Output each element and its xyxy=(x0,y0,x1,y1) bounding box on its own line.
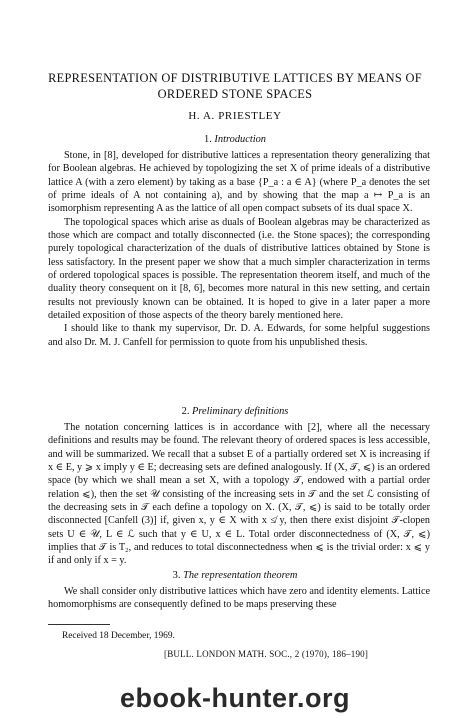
paragraph: The topological spaces which arise as duals of Boolean algebras may be characterized as those which are compact and totally disconnected (i.e. the Stone spaces); the corresponding purely topological characterization of the duals of distributive lattices obtained by Stone is less satisfactory. In the present paper we show that a much simpler characterization in terms of ordered topological spaces is possible. The representation theorem itself, and much of the duality theory consequent on it [8, 6], becomes more natural in this new setting, and certain results not previously known can be obtained. It is hoped to give in a later paper a more detailed exposition of those aspects of the theory barely mentioned here. xyxy=(48,216,430,322)
received-date: Received 18 December, 1969. xyxy=(62,631,175,641)
section-heading-preliminary-definitions xyxy=(40,406,430,417)
paragraph: The notation concerning lattices is in accordance with [2], where all the necessary definitions and results may be found. The relevant theory of ordered spaces is less accessible, and will be summarized. We recall that a subset E of a partially ordered set X is increasing if x ∈ E, y ⩾ x imply y ∈ E; decreasing sets are defined analogously. If (X, 𝒯, ⩽) is an ordered space (by which we shall mean a set X, with a topology 𝒯, endowed with a partial order relation ⩽), then the set 𝒰 consisting of the increasing sets in 𝒯 and the set ℒ consisting of the decreasing sets in 𝒯 each define a topology on X. (X, 𝒯, ⩽) is said to be totally order disconnected [Canfell (3)] if, given x, y ∈ X with x ≰ y, then there exist disjoint 𝒯-clopen sets U ∈ 𝒰, L ∈ ℒ such that y ∈ U, x ∈ L. Total order disconnectedness of (X, 𝒯, ⩽) implies that 𝒯 is T₂, and reduces to total disconnectedness when ⩽ is the trivial order: x ⩽ y if and only if x = y. xyxy=(48,422,430,567)
section-number: 1. xyxy=(204,134,212,145)
section-number: 3. xyxy=(172,570,181,581)
footnote-rule xyxy=(48,624,110,625)
section-body-preliminary-definitions xyxy=(48,421,430,568)
section-title: Preliminary definitions xyxy=(192,406,289,417)
section-heading-representation-theorem xyxy=(40,570,430,581)
section-title: The representation theorem xyxy=(183,570,298,581)
section-body-introduction xyxy=(48,149,430,349)
section-number: 2. xyxy=(181,406,190,417)
paper-title: REPRESENTATION OF DISTRIBUTIVE LATTICES BY MEANS OF ORDERED STONE SPACES xyxy=(48,71,422,101)
paragraph: We shall consider only distributive lattices which have zero and identity elements. Lattice homomorphisms are consequently defined to be maps preserving these xyxy=(48,586,430,611)
paper-author: H. A. PRIESTLEY xyxy=(188,110,282,122)
section-body-representation-theorem xyxy=(48,585,430,612)
section-title: Introduction xyxy=(214,134,266,145)
watermark-text: ebook-hunter.org xyxy=(120,683,350,713)
section-heading-introduction xyxy=(40,134,430,145)
paragraph: I should like to thank my supervisor, Dr. D. A. Edwards, for some helpful suggestions and also Dr. M. J. Canfell for permission to quote from his unpublished thesis. xyxy=(48,323,430,348)
paragraph: Stone, in [8], developed for distributive lattices a representation theory generalizing that for Boolean algebras. He achieved by topologizing the set X of prime ideals of a distributive lattice A (with a zero element) by taking as a base {P_a : a ∈ A} (where P_a denotes the set of prime ideals of A not containing a), and by showing that the map a ↦ P_a is an isomorphism representing A as the lattice of all open compact subsets of its dual space X. xyxy=(48,150,430,215)
journal-citation: [BULL. LONDON MATH. SOC., 2 (1970), 186–190] xyxy=(164,649,369,659)
